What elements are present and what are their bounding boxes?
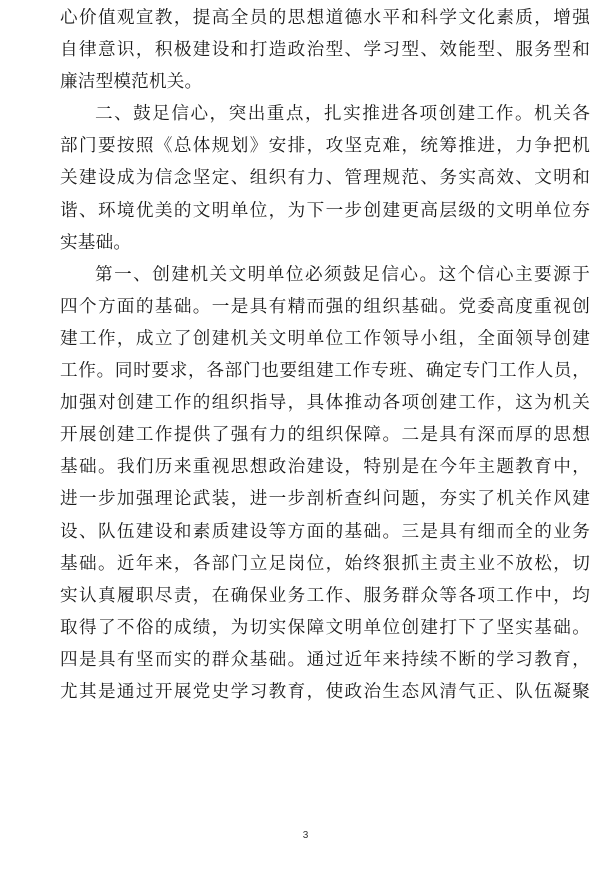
text-line: 部门要按照《总体规划》安排，攻坚克难，统筹推进，力争把机 [60,136,590,157]
text-line: 进一步加强理论武装，进一步剖析查纠问题，夯实了机关作风建 [60,489,590,510]
text-line: 实基础。 [60,232,132,253]
text-line: 工作。同时要求，各部门也要组建工作专班、确定专门工作人员， [60,361,590,382]
text-line: 基础。我们历来重视思想政治建设，特别是在今年主题教育中， [60,457,590,478]
paragraph-start-line: 第一、创建机关文明单位必须鼓足信心。这个信心主要源于 [95,264,590,285]
text-line: 建工作，成立了创建机关文明单位工作领导小组，全面领导创建 [60,328,590,349]
text-line: 关建设成为信念坚定、组织有力、管理规范、务实高效、文明和 [60,168,590,189]
text-line: 廉洁型模范机关。 [60,72,203,93]
text-line: 四是具有坚而实的群众基础。通过近年来持续不断的学习教育， [60,649,590,670]
text-line: 加强对创建工作的组织指导，具体推动各项创建工作，这为机关 [60,393,590,414]
text-line: 设、队伍建设和素质建设等方面的基础。三是具有细而全的业务 [60,521,590,542]
text-line: 开展创建工作提供了强有力的组织保障。二是具有深而厚的思想 [60,425,590,446]
body-text [60,2,590,708]
text-line: 实认真履职尽责，在确保业务工作、服务群众等各项工作中，均 [60,585,590,606]
section-heading-line: 二、鼓足信心，突出重点，扎实推进各项创建工作。机关各 [95,104,590,125]
text-line: 谐、环境优美的文明单位，为下一步创建更高层级的文明单位夯 [60,200,590,221]
text-line: 自律意识，积极建设和打造政治型、学习型、效能型、服务型和 [60,40,590,61]
text-line: 取得了不俗的成绩，为切实保障文明单位创建打下了坚实基础。 [60,617,590,638]
text-line: 基础。近年来，各部门立足岗位，始终狠抓主责主业不放松，切 [60,553,590,574]
text-line: 四个方面的基础。一是具有精而强的组织基础。党委高度重视创 [60,296,590,317]
text-line: 尤其是通过开展党史学习教育，使政治生态风清气正、队伍凝聚 [60,681,590,702]
text-line: 心价值观宣教，提高全员的思想道德水平和科学文化素质，增强 [60,8,590,28]
page-number: 3 [302,830,309,841]
